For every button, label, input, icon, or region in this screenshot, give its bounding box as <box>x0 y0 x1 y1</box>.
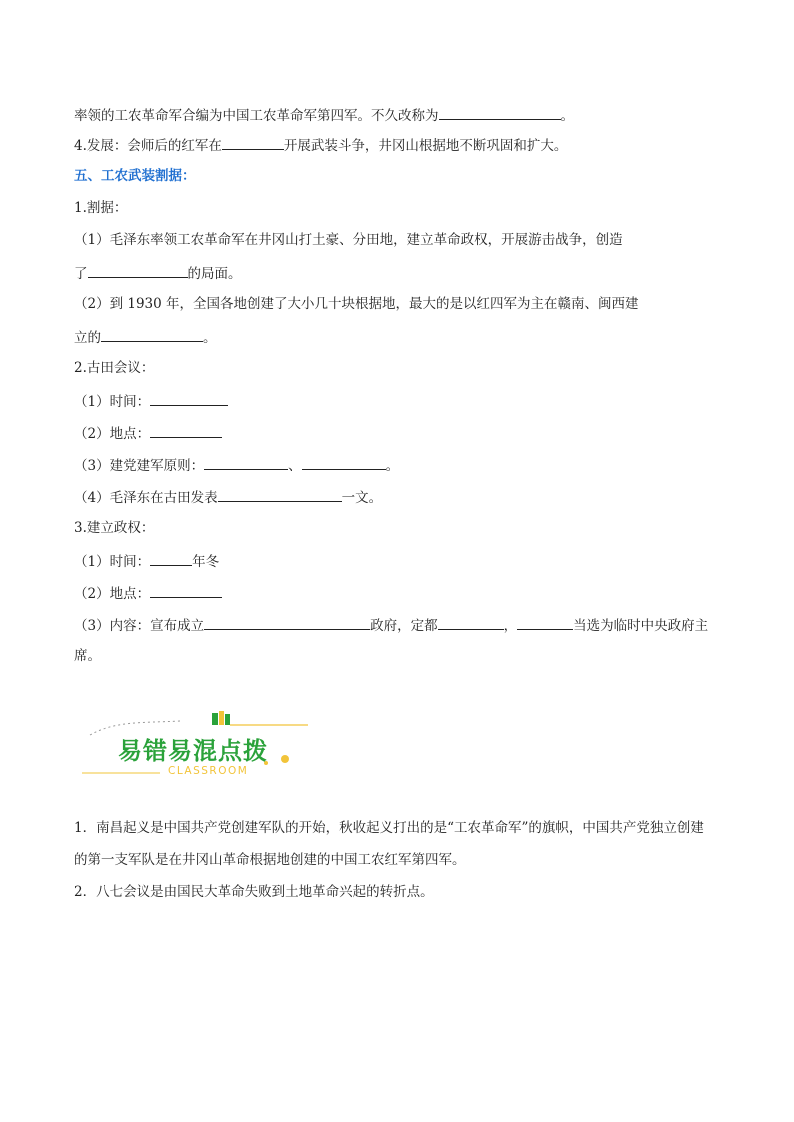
banner-subtitle: CLASSROOM <box>168 765 249 777</box>
text: 。 <box>203 330 217 346</box>
paragraph-line <box>74 326 217 348</box>
text: （3）内容：宣布成立 <box>74 618 205 634</box>
gutian-place <box>74 422 222 444</box>
text: （1）时间： <box>74 554 151 570</box>
text: 开展武装斗争，井冈山根据地不断巩固和扩大。 <box>283 138 568 154</box>
note-line: 的第一支军队是在井冈山革命根据地创建的中国工农红军第四军。 <box>74 852 466 868</box>
text: 一文。 <box>341 490 383 506</box>
regime-place <box>74 582 222 604</box>
line-development <box>74 134 567 156</box>
section-banner <box>80 705 320 785</box>
answer-blank[interactable] <box>150 422 222 438</box>
book-icon <box>225 714 230 725</box>
answer-blank[interactable] <box>204 454 288 470</box>
text: 的局面。 <box>187 266 242 282</box>
text: （2）地点： <box>74 426 151 442</box>
regime-time <box>74 550 219 572</box>
paragraph-line: （2）到 1930 年，全国各地创建了大小几十块根据地，最大的是以红四军为主在赣南、闽西建 <box>74 296 639 312</box>
answer-blank[interactable] <box>150 550 192 566</box>
text: 了 <box>74 266 88 282</box>
answer-blank[interactable] <box>517 614 573 630</box>
answer-blank[interactable] <box>222 134 284 150</box>
answer-blank[interactable] <box>150 390 228 406</box>
subsection-title: 1.割据： <box>74 200 128 216</box>
gutian-time <box>74 390 228 412</box>
subsection-title: 2.古田会议： <box>74 360 155 376</box>
answer-blank[interactable] <box>302 454 386 470</box>
text: 当选为临时中央政府主 <box>573 618 709 634</box>
text: 率领的工农革命军合编为中国工农革命军第四军。不久改称为 <box>74 108 439 124</box>
text: （1）时间： <box>74 394 151 410</box>
answer-blank[interactable] <box>150 582 222 598</box>
book-icon <box>212 713 218 725</box>
banner-title: 易错易混点拨 <box>118 737 268 765</box>
gutian-article <box>74 486 382 508</box>
regime-content-cont: 席。 <box>74 648 101 664</box>
book-icon <box>219 711 224 725</box>
note-line: 1．南昌起义是中国共产党创建军队的开始，秋收起义打出的是“工农革命军”的旗帜，中国共产党独立创建 <box>74 820 704 836</box>
answer-blank[interactable] <box>204 614 370 630</box>
answer-blank[interactable] <box>438 614 504 630</box>
section-heading: 五、工农武装割据： <box>74 168 196 184</box>
answer-blank[interactable] <box>439 104 561 120</box>
text: （2）地点： <box>74 586 151 602</box>
paragraph-line: （1）毛泽东率领工农革命军在井冈山打土豪、分田地，建立革命政权，开展游击战争，创造 <box>74 232 623 248</box>
text: 4.发展：会师后的红军在 <box>74 138 222 154</box>
text: 。 <box>560 108 574 124</box>
answer-blank[interactable] <box>101 326 203 342</box>
regime-content <box>74 614 708 636</box>
text: 。 <box>385 458 400 474</box>
line-renamed <box>74 104 574 126</box>
text: ， <box>503 618 518 634</box>
text: 年冬 <box>192 554 220 570</box>
text: 政府，定都 <box>370 618 438 634</box>
text: （4）毛泽东在古田发表 <box>74 490 218 506</box>
text: 、 <box>288 458 302 474</box>
note-line: 2．八七会议是由国民大革命失败到土地革命兴起的转折点。 <box>74 884 434 900</box>
subsection-title: 3.建立政权： <box>74 520 155 536</box>
answer-blank[interactable] <box>218 486 342 502</box>
paragraph-line <box>74 262 242 284</box>
text: （3）建党建军原则： <box>74 458 205 474</box>
gutian-principles <box>74 454 399 476</box>
text: 立的 <box>74 330 101 346</box>
answer-blank[interactable] <box>88 262 188 278</box>
